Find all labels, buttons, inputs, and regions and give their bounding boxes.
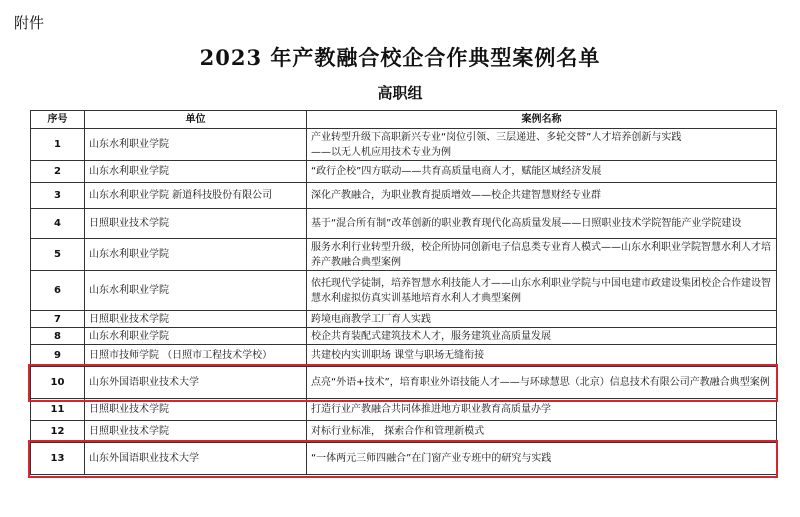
row-number: 9 — [31, 345, 85, 367]
attachment-label: 附件 — [14, 14, 45, 32]
row-number: 1 — [31, 129, 85, 161]
table-row — [31, 239, 777, 271]
table-row — [31, 345, 777, 367]
row-case-name: 跨境电商教学工厂育人实践 — [307, 311, 777, 328]
row-number: 3 — [31, 183, 85, 209]
header-unit: 单位 — [85, 111, 307, 129]
row-case-name: 产业转型升级下高职新兴专业“岗位引领、三层递进、多轮交替”人才培养创新与实践 ——以无人机应用技术专业为例 — [307, 129, 777, 161]
row-case-name: “一体两元三师四融合”在门窗产业专班中的研究与实践 — [307, 443, 777, 475]
row-unit: 山东水利职业学院 — [85, 271, 307, 311]
row-case-name: “政行企校”四方联动——共育高质量电商人才，赋能区域经济发展 — [307, 161, 777, 183]
table-row — [31, 367, 777, 399]
row-number: 10 — [31, 367, 85, 399]
row-unit: 日照职业技术学院 — [85, 209, 307, 239]
table-row — [31, 183, 777, 209]
table-row — [31, 129, 777, 161]
table-row — [31, 443, 777, 475]
row-unit: 山东水利职业学院 — [85, 328, 307, 345]
case-table — [30, 110, 777, 475]
row-case-name: 共建校内实训职场 课堂与职场无缝衔接 — [307, 345, 777, 367]
row-number: 8 — [31, 328, 85, 345]
row-case-name: 打造行业产教融合共同体推进地方职业教育高质量办学 — [307, 399, 777, 421]
row-unit: 山东水利职业学院 新道科技股份有限公司 — [85, 183, 307, 209]
table-row — [31, 271, 777, 311]
header-no: 序号 — [31, 111, 85, 129]
row-number: 13 — [31, 443, 85, 475]
row-case-name: 点亮“外语+技术”，培育职业外语技能人才——与环球慧思（北京）信息技术有限公司产教融合典型案例 — [307, 367, 777, 399]
row-unit: 山东水利职业学院 — [85, 161, 307, 183]
page-title: 2023 年产教融合校企合作典型案例名单 — [199, 45, 601, 70]
row-unit: 日照职业技术学院 — [85, 421, 307, 443]
row-case-name: 对标行业标准， 探索合作和管理新模式 — [307, 421, 777, 443]
row-case-name: 深化产教融合，为职业教育提质增效——校企共建智慧财经专业群 — [307, 183, 777, 209]
row-number: 2 — [31, 161, 85, 183]
row-number: 6 — [31, 271, 85, 311]
row-number: 5 — [31, 239, 85, 271]
table-row — [31, 399, 777, 421]
row-unit: 山东外国语职业技术大学 — [85, 443, 307, 475]
table-row — [31, 209, 777, 239]
row-case-name: 服务水利行业转型升级，校企所协同创新电子信息类专业育人模式——山东水利职业学院智慧水利人才培养产教融合典型案例 — [307, 239, 777, 271]
table-header-row — [31, 111, 777, 129]
row-unit: 日照市技师学院 （日照市工程技术学校） — [85, 345, 307, 367]
row-number: 12 — [31, 421, 85, 443]
row-case-name: 校企共育装配式建筑技术人才，服务建筑业高质量发展 — [307, 328, 777, 345]
row-unit: 山东外国语职业技术大学 — [85, 367, 307, 399]
table-row — [31, 311, 777, 328]
group-subtitle: 高职组 — [377, 84, 423, 102]
table-row — [31, 421, 777, 443]
header-case: 案例名称 — [307, 111, 777, 129]
row-number: 11 — [31, 399, 85, 421]
table-body — [31, 129, 777, 475]
row-unit: 山东水利职业学院 — [85, 239, 307, 271]
table-row — [31, 328, 777, 345]
row-number: 4 — [31, 209, 85, 239]
row-number: 7 — [31, 311, 85, 328]
row-unit: 日照职业技术学院 — [85, 311, 307, 328]
table-row — [31, 161, 777, 183]
row-case-name: 基于“混合所有制”改革创新的职业教育现代化高质量发展——日照职业技术学院智能产业学院建设 — [307, 209, 777, 239]
row-unit: 日照职业技术学院 — [85, 399, 307, 421]
row-case-name: 依托现代学徒制，培养智慧水利技能人才——山东水利职业学院与中国电建市政建设集团校企合作建设智慧水利虚拟仿真实训基地培育水利人才典型案例 — [307, 271, 777, 311]
row-unit: 山东水利职业学院 — [85, 129, 307, 161]
